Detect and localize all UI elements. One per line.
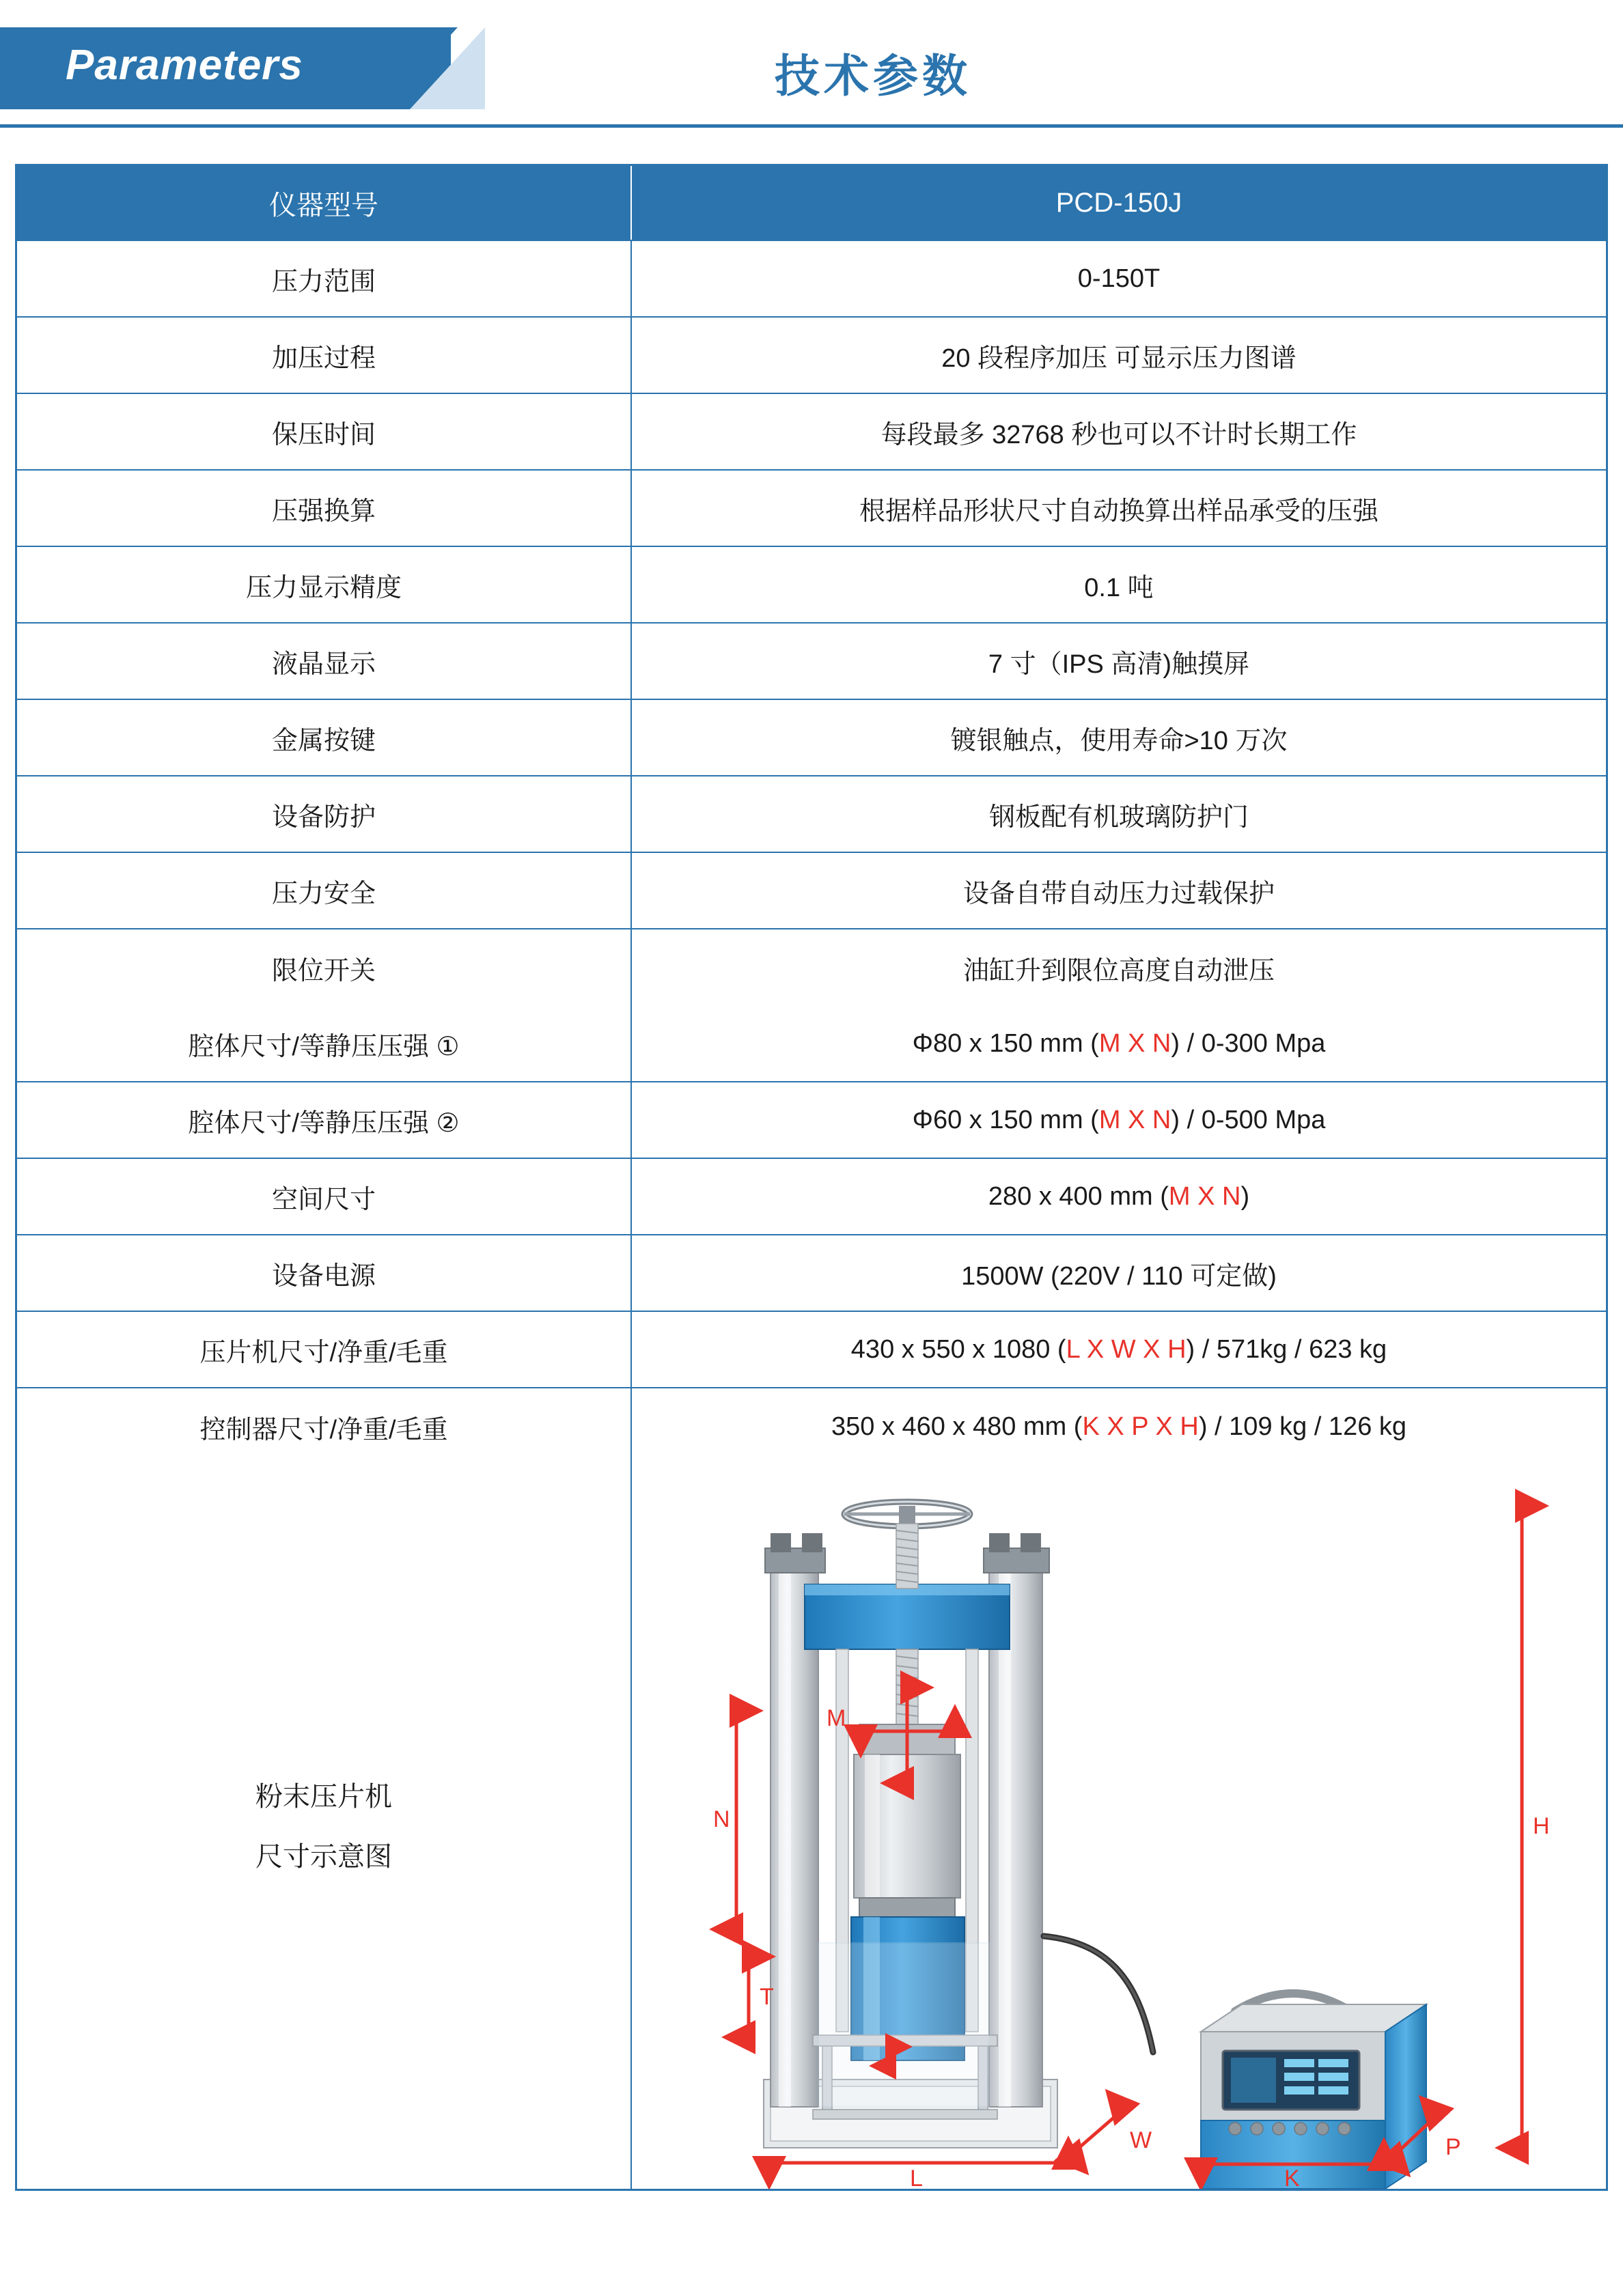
diagram-label-line2: 尺寸示意图 <box>255 1842 392 1872</box>
spec-value-part: 280 x 400 mm ( <box>988 1181 1169 1211</box>
spec-value-part: Φ80 x 150 mm ( <box>912 1028 1099 1058</box>
svg-text:P: P <box>1445 2134 1461 2160</box>
table-row <box>17 624 1606 700</box>
page-header <box>0 0 1623 143</box>
spec-label: 空间尺寸 <box>17 1159 632 1234</box>
spec-label: 加压过程 <box>17 318 632 393</box>
spec-value-accent: L X W X H <box>1066 1334 1187 1364</box>
spec-value: 钢板配有机玻璃防护门 <box>988 802 1249 832</box>
table-row <box>17 700 1606 776</box>
table-row <box>17 776 1606 853</box>
spec-value: 0-150T <box>1077 264 1161 293</box>
table-row <box>17 929 1606 1006</box>
table-row <box>17 1006 1606 1082</box>
table-row <box>17 1082 1606 1159</box>
spec-value <box>632 1006 1606 1081</box>
spec-table <box>15 164 1608 2191</box>
spec-label: 压力安全 <box>17 853 632 928</box>
table-row <box>17 1312 1606 1388</box>
spec-value-part: ) / 109 kg / 126 kg <box>1198 1412 1407 1441</box>
table-row <box>17 1235 1606 1312</box>
spec-value-accent: M X N <box>1098 1105 1171 1134</box>
spec-label: 保压时间 <box>17 394 632 469</box>
table-row <box>17 1388 1606 1465</box>
table-row <box>17 241 1606 318</box>
spec-label: 压力范围 <box>17 241 632 316</box>
spec-value: 每段最多 32768 秒也可以不计时长期工作 <box>880 420 1357 449</box>
table-header-label: 仪器型号 <box>17 166 632 240</box>
svg-text:L: L <box>910 2166 923 2189</box>
page-title-en: Parameters <box>66 42 303 89</box>
diagram-label-line1: 粉末压片机 <box>255 1782 392 1812</box>
svg-text:T: T <box>760 1984 774 2010</box>
table-row <box>17 1159 1606 1235</box>
spec-value <box>632 1159 1606 1234</box>
spec-value: 油缸升到限位高度自动泄压 <box>962 956 1275 985</box>
table-header-value: PCD-150J <box>1055 187 1182 218</box>
press-machine-illustration <box>632 1465 1606 2189</box>
spec-label: 腔体尺寸/等静压压强 ② <box>17 1082 632 1158</box>
table-row <box>17 547 1606 624</box>
spec-value-accent: K X P X H <box>1082 1412 1199 1441</box>
spec-label: 金属按键 <box>17 700 632 775</box>
page-title-cn: 技术参数 <box>775 51 971 101</box>
spec-value-part: 1500W (220V / 110 可定做) <box>961 1261 1277 1291</box>
spec-value: 20 段程序加压 可显示压力图谱 <box>941 344 1296 373</box>
table-row <box>17 394 1606 471</box>
spec-label: 液晶显示 <box>17 624 632 699</box>
spec-label: 设备防护 <box>17 776 632 852</box>
svg-text:W: W <box>1130 2127 1152 2153</box>
spec-value <box>632 1082 1606 1158</box>
spec-label: 压强换算 <box>17 471 632 546</box>
spec-value: 0.1 吨 <box>1084 573 1154 602</box>
spec-value-accent: M X N <box>1168 1181 1241 1211</box>
table-row <box>17 318 1606 394</box>
spec-label: 限位开关 <box>17 929 632 1006</box>
diagram-row <box>17 1465 1606 2189</box>
header-divider <box>0 124 1623 128</box>
spec-value-part: ) <box>1240 1181 1250 1211</box>
spec-value <box>632 1312 1606 1387</box>
svg-text:H: H <box>1533 1813 1550 1839</box>
spec-value: 设备自带自动压力过载保护 <box>962 879 1275 908</box>
svg-text:K: K <box>1284 2166 1300 2189</box>
spec-value-part: ) / 0-300 Mpa <box>1171 1028 1326 1058</box>
table-header-row <box>17 166 1606 241</box>
svg-text:N: N <box>713 1806 730 1832</box>
spec-label: 控制器尺寸/净重/毛重 <box>17 1388 632 1465</box>
spec-value <box>632 1235 1606 1311</box>
spec-value-part: 350 x 460 x 480 mm ( <box>831 1412 1083 1441</box>
table-row <box>17 853 1606 929</box>
svg-text:M: M <box>827 1705 846 1731</box>
spec-label: 压片机尺寸/净重/毛重 <box>17 1312 632 1387</box>
spec-value: 根据样品形状尺寸自动换算出样品承受的压强 <box>859 496 1378 526</box>
spec-value-accent: M X N <box>1098 1028 1171 1058</box>
spec-label: 压力显示精度 <box>17 547 632 622</box>
spec-label: 设备电源 <box>17 1235 632 1311</box>
spec-value <box>632 1388 1606 1465</box>
diagram-label <box>17 1465 632 2189</box>
spec-value-part: ) / 571kg / 623 kg <box>1186 1334 1387 1364</box>
table-row <box>17 471 1606 547</box>
diagram-area <box>632 1465 1606 2189</box>
spec-value: 镀银触点，使用寿命>10 万次 <box>950 726 1288 755</box>
spec-value-part: 430 x 550 x 1080 ( <box>850 1334 1066 1364</box>
spec-value-part: Φ60 x 150 mm ( <box>912 1105 1099 1134</box>
spec-value-part: ) / 0-500 Mpa <box>1171 1105 1326 1134</box>
spec-label: 腔体尺寸/等静压压强 ① <box>17 1006 632 1081</box>
spec-value: 7 寸（IPS 高清)触摸屏 <box>988 649 1250 679</box>
